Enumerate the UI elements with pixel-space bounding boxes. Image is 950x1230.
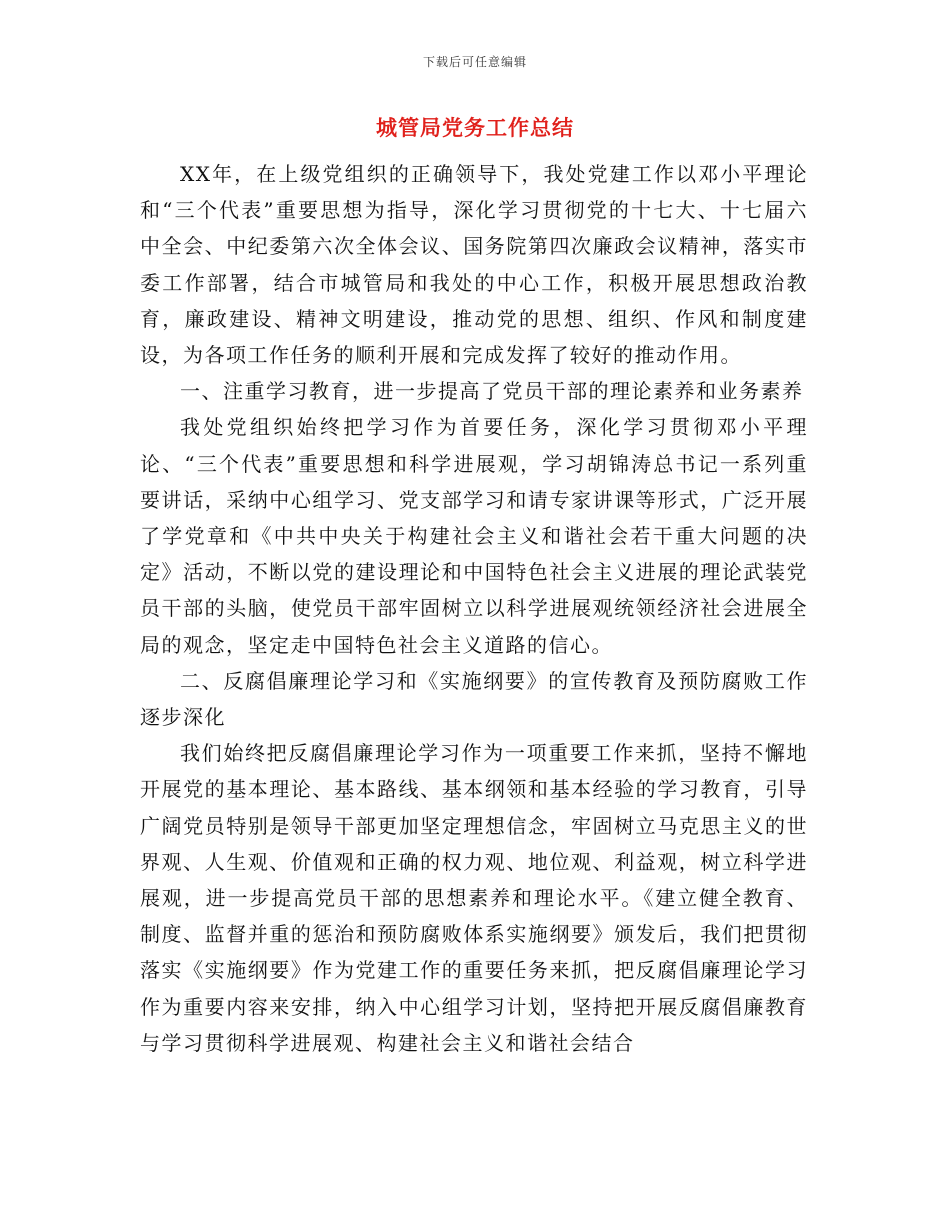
header-note: 下载后可任意编辑 [422,55,527,69]
section-1-paragraph: 我处党组织始终把学习作为首要任务，深化学习贯彻邓小平理论、“三个代表”重要思想和科学进展观，学习胡锦涛总书记一系列重要讲话，采纳中心组学习、党支部学习和请专家讲课等形式，广泛开展了学党章和《中共中央关于构建社会主义和谐社会若干重大问题的决定》活动，不断以党的建设理论和中国特色社会主义进展的理论武装党员干部的头脑，使党员干部牢固树立以科学进展观统领经济社会进展全局的观念，坚定走中国特色社会主义道路的信心。 [140,415,808,657]
section-heading-1: 一、注重学习教育，进一步提高了党员干部的理论素养和业务素养 [180,379,804,404]
document-body [140,156,808,1061]
document-title: 城管局党务工作总结 [376,116,574,140]
intro-paragraph: XX年，在上级党组织的正确领导下，我处党建工作以邓小平理论和“三个代表”重要思想为指导，深化学习贯彻党的十七大、十七届六中全会、中纪委第六次全体会议、国务院第四次廉政会议精神，落实市委工作部署，结合市城管局和我处的中心工作，积极开展思想政治教育，廉政建设、精神文明建设，推动党的思想、组织、作风和制度建设，为各项工作任务的顺利开展和完成发挥了较好的推动作用。 [140,162,808,368]
section-2-paragraph: 我们始终把反腐倡廉理论学习作为一项重要工作来抓，坚持不懈地开展党的基本理论、基本路线、基本纲领和基本经验的学习教育，引导广阔党员特别是领导干部更加坚定理想信念，牢固树立马克思主义的世界观、人生观、价值观和正确的权力观、地位观、利益观，树立科学进展观，进一步提高党员干部的思想素养和理论水平。《建立健全教育、制度、监督并重的惩治和预防腐败体系实施纲要》颁发后，我们把贯彻落实《实施纲要》作为党建工作的重要任务来抓，把反腐倡廉理论学习作为重要内容来安排，纳入中心组学习计划，坚持把开展反腐倡廉教育与学习贯彻科学进展观、构建社会主义和谐社会结合 [140,741,808,1055]
section-heading-2: 二、反腐倡廉理论学习和《实施纲要》的宣传教育及预防腐败工作逐步深化 [140,668,808,730]
